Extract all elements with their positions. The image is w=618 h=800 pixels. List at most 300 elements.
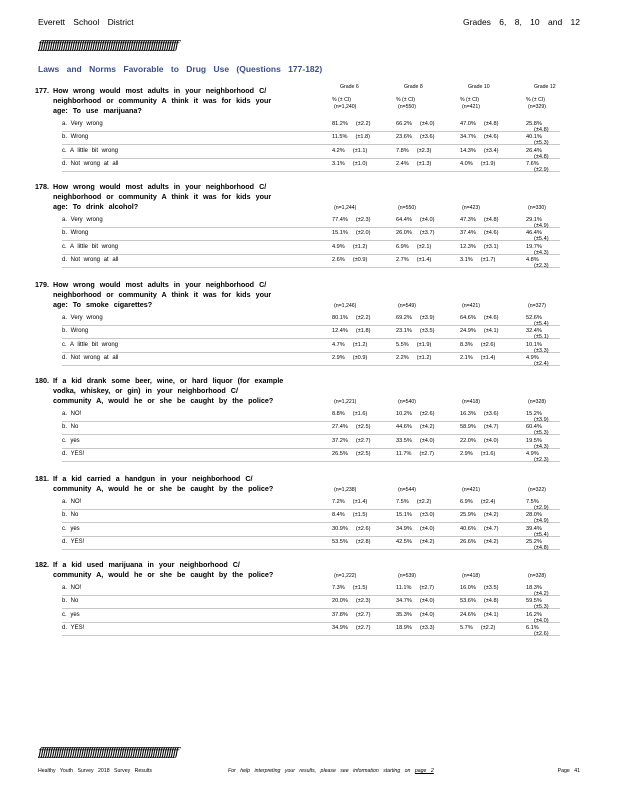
confidence-interval: (±3.9)	[534, 417, 549, 423]
percent-value: 8.8%	[332, 411, 345, 417]
percent-value: 33.5%	[396, 437, 412, 444]
percent-cell	[332, 438, 370, 444]
sample-size: (n=1,238)	[334, 487, 357, 493]
sample-size: (n=1,246)	[334, 303, 357, 309]
confidence-interval: (±4.8)	[534, 545, 549, 552]
percent-cell	[332, 612, 370, 618]
page-header	[38, 17, 580, 31]
percent-cell	[332, 342, 367, 348]
response-row	[62, 496, 560, 510]
percent-cell	[332, 598, 370, 604]
percent-value: 64.6%	[460, 315, 476, 321]
percent-value: 2.9%	[460, 451, 473, 458]
question-line: age: To use marijuana?	[53, 106, 142, 115]
response-row	[62, 131, 560, 145]
percent-value: 53.6%	[460, 598, 476, 605]
percent-value: 3.1%	[460, 257, 473, 264]
response-label: d. Not wrong at all	[62, 355, 119, 362]
confidence-interval: (±4.3)	[534, 249, 549, 256]
district-name: Everett School District	[38, 17, 134, 27]
confidence-interval: (±2.4)	[534, 361, 549, 368]
confidence-interval: (±3.1)	[483, 243, 499, 250]
question-line: neighborhood or community A think it was for kids your	[53, 192, 272, 201]
percent-cell	[396, 134, 434, 140]
percent-value: 16.0%	[460, 585, 476, 591]
sample-size: (n=322)	[528, 487, 547, 493]
question-number: 179.	[35, 280, 49, 289]
percent-value: 22.0%	[460, 437, 476, 444]
confidence-interval: (±2.6)	[419, 411, 435, 417]
percent-cell	[396, 539, 434, 545]
grade-column-header: Grade 8	[404, 84, 423, 90]
question-number: 181.	[35, 474, 49, 483]
confidence-interval: (±4.7)	[483, 525, 499, 532]
percent-cell	[396, 438, 434, 444]
percent-cell	[460, 526, 498, 532]
sample-size: (n=1,221)	[334, 399, 357, 405]
sample-size: (n=1,222)	[334, 573, 357, 579]
response-label: c. yes	[62, 437, 80, 444]
percent-value: 18.9%	[396, 625, 412, 632]
response-label: b. No	[62, 598, 79, 605]
question-line: community A, would he or she be caught by the police?	[53, 396, 274, 405]
percent-cell	[396, 424, 434, 430]
percent-value: 2.7%	[396, 257, 409, 264]
question-line: age: To drink alcohol?	[53, 202, 139, 211]
percent-cell	[332, 328, 370, 334]
confidence-interval: (±4.2)	[419, 424, 435, 431]
confidence-interval: (±2.2)	[416, 499, 432, 505]
confidence-interval: (±2.9)	[534, 167, 549, 174]
percent-cell	[396, 342, 431, 348]
response-label: d. YES!	[62, 625, 85, 632]
confidence-interval: (±1.5)	[352, 585, 368, 591]
confidence-interval: (±2.1)	[416, 243, 432, 250]
percent-value: 24.9%	[460, 328, 476, 335]
response-label: b. Wrong	[62, 134, 89, 141]
confidence-interval: (±3.3)	[534, 347, 549, 354]
percent-cell	[460, 257, 495, 263]
response-row	[62, 254, 560, 268]
percent-value: 3.1%	[332, 161, 345, 168]
confidence-interval: (±5.3)	[534, 430, 549, 437]
percent-cell	[460, 424, 498, 430]
percent-value: 2.6%	[332, 257, 345, 264]
percent-value: 2.4%	[396, 161, 409, 168]
percent-cell	[526, 257, 560, 269]
confidence-interval: (±2.3)	[355, 598, 371, 605]
response-row	[62, 421, 560, 435]
response-label: d. YES!	[62, 539, 85, 546]
confidence-interval: (±4.7)	[483, 424, 499, 431]
percent-value: 12.3%	[460, 243, 476, 250]
response-row	[62, 408, 560, 422]
confidence-interval: (±0.9)	[352, 257, 368, 264]
percent-cell	[332, 315, 370, 321]
percent-value: 26.0%	[396, 230, 412, 237]
percent-value: 30.9%	[332, 525, 348, 532]
percent-cell	[396, 121, 434, 127]
response-label: c. yes	[62, 611, 80, 618]
response-label: c. A little bit wrong	[62, 243, 119, 250]
percent-cell	[460, 121, 498, 127]
percent-value: 14.3%	[460, 147, 476, 154]
sample-size: (n=327)	[528, 303, 547, 309]
confidence-interval: (±1.6)	[352, 411, 368, 417]
confidence-interval: (±4.2)	[419, 539, 435, 546]
percent-value: 25.2%	[526, 539, 542, 546]
percent-cell	[396, 328, 434, 334]
response-row	[62, 325, 560, 339]
response-row	[62, 241, 560, 255]
confidence-interval: (±5.1)	[534, 334, 549, 341]
percent-cell	[526, 161, 560, 173]
percent-cell	[332, 257, 367, 263]
percent-value: 47.0%	[460, 121, 476, 127]
confidence-interval: (±1.9)	[480, 161, 496, 168]
confidence-interval: (±1.3)	[416, 161, 432, 168]
confidence-interval: (±4.6)	[483, 315, 499, 321]
confidence-interval: (±2.5)	[355, 424, 371, 431]
percent-value: 25.8%	[526, 121, 542, 127]
response-label: a. Very wrong	[62, 315, 103, 321]
percent-value: 59.5%	[526, 598, 542, 605]
sample-size: (n=330)	[528, 205, 547, 211]
percent-cell	[460, 217, 498, 223]
percent-value: 39.4%	[526, 525, 542, 532]
percent-value: 23.1%	[396, 328, 412, 335]
footer-page-number: Page 41	[557, 768, 580, 774]
ci-header: % (± CI)	[396, 97, 415, 103]
percent-value: 8.4%	[332, 512, 345, 519]
response-row	[62, 227, 560, 241]
response-row	[62, 448, 560, 462]
percent-value: 19.7%	[526, 243, 542, 250]
confidence-interval: (±3.5)	[483, 585, 499, 591]
question-line: neighborhood or community A think it was for kids your	[53, 290, 272, 299]
question-line: community A, would he or she be caught by the police?	[53, 570, 274, 579]
question-number: 180.	[35, 376, 49, 385]
percent-cell	[332, 148, 367, 154]
response-label: b. No	[62, 424, 79, 431]
confidence-interval: (±1.4)	[480, 355, 496, 362]
percent-cell	[460, 161, 495, 167]
percent-cell	[396, 355, 431, 361]
percent-cell	[526, 625, 560, 637]
section-title: Laws and Norms Favorable to Drug Use (Questions 177-182)	[38, 64, 323, 74]
question-text	[35, 474, 303, 494]
confidence-interval: (±4.3)	[534, 443, 549, 450]
percent-value: 11.1%	[396, 585, 412, 591]
percent-value: 81.2%	[332, 121, 348, 127]
percent-value: 11.5%	[332, 134, 348, 141]
percent-value: 34.9%	[332, 625, 348, 632]
confidence-interval: (±1.8)	[355, 134, 371, 141]
percent-value: 18.3%	[526, 585, 542, 591]
percent-value: 60.4%	[526, 424, 542, 431]
percent-cell	[460, 134, 498, 140]
footer-survey-name: Healthy Youth Survey 2018 Survey Results	[38, 768, 152, 774]
percent-cell	[332, 244, 367, 250]
percent-value: 12.4%	[332, 328, 348, 335]
percent-cell	[332, 585, 367, 591]
sample-size: (n=328)	[528, 399, 547, 405]
confidence-interval: (±4.0)	[419, 525, 435, 532]
response-row	[62, 158, 560, 172]
confidence-interval: (±2.4)	[480, 499, 496, 505]
percent-value: 10.1%	[526, 341, 542, 348]
response-label: c. yes	[62, 525, 80, 532]
ci-header: % (± CI)	[332, 97, 351, 103]
percent-value: 7.2%	[332, 499, 345, 505]
percent-cell	[526, 539, 560, 551]
confidence-interval: (±1.4)	[416, 257, 432, 264]
confidence-interval: (±4.0)	[419, 437, 435, 444]
confidence-interval: (±2.7)	[419, 585, 435, 591]
percent-cell	[460, 585, 498, 591]
percent-cell	[396, 411, 434, 417]
percent-value: 4.9%	[526, 451, 539, 458]
percent-value: 29.1%	[526, 217, 542, 223]
percent-cell	[332, 499, 367, 505]
percent-cell	[396, 148, 431, 154]
percent-cell	[460, 148, 498, 154]
percent-cell	[332, 217, 370, 223]
response-label: c. A little bit wrong	[62, 147, 119, 154]
percent-cell	[460, 598, 498, 604]
response-label: a. NO!	[62, 585, 82, 591]
percent-value: 7.8%	[396, 147, 409, 154]
percent-cell	[460, 411, 498, 417]
percent-cell	[332, 411, 367, 417]
sample-size: (n=329)	[528, 104, 547, 110]
confidence-interval: (±2.7)	[355, 611, 371, 618]
percent-value: 5.5%	[396, 341, 409, 348]
grade-column-header: Grade 6	[340, 84, 359, 90]
percent-value: 27.4%	[332, 424, 348, 431]
response-label: a. Very wrong	[62, 121, 103, 127]
confidence-interval: (±1.5)	[352, 512, 368, 519]
confidence-interval: (±2.7)	[419, 451, 435, 458]
response-label: b. Wrong	[62, 328, 89, 335]
percent-value: 2.9%	[332, 355, 345, 362]
percent-value: 4.8%	[526, 257, 539, 264]
confidence-interval: (±1.2)	[352, 243, 368, 250]
response-row	[62, 339, 560, 353]
percent-cell	[396, 512, 434, 518]
sample-size: (n=418)	[462, 399, 481, 405]
percent-value: 34.7%	[396, 598, 412, 605]
percent-cell	[396, 625, 434, 631]
percent-cell	[396, 217, 434, 223]
confidence-interval: (±2.7)	[355, 625, 371, 632]
response-row	[62, 352, 560, 366]
sample-size: (n=421)	[462, 104, 481, 110]
confidence-interval: (±4.2)	[483, 539, 499, 546]
percent-value: 25.9%	[460, 512, 476, 519]
percent-value: 58.9%	[460, 424, 476, 431]
percent-value: 34.7%	[460, 134, 476, 141]
percent-cell	[460, 539, 498, 545]
confidence-interval: (±1.7)	[480, 257, 496, 264]
percent-cell	[332, 355, 367, 361]
percent-cell	[460, 342, 495, 348]
percent-value: 37.8%	[332, 611, 348, 618]
confidence-interval: (±3.9)	[419, 315, 435, 321]
confidence-interval: (±4.9)	[534, 223, 549, 229]
percent-value: 5.7%	[460, 625, 473, 632]
question-line: If a kid carried a handgun in your neighborhood C/	[53, 474, 253, 483]
percent-value: 77.4%	[332, 217, 348, 223]
confidence-interval: (±2.3)	[355, 217, 371, 223]
confidence-interval: (±5.4)	[534, 236, 549, 243]
percent-cell	[332, 134, 370, 140]
response-label: a. Very wrong	[62, 217, 103, 223]
footer-page-link[interactable]: page 2	[414, 768, 434, 774]
percent-value: 26.4%	[526, 147, 542, 154]
response-row	[62, 435, 560, 449]
percent-value: 26.6%	[460, 539, 476, 546]
ci-header: % (± CI)	[460, 97, 479, 103]
percent-cell	[396, 526, 434, 532]
confidence-interval: (±1.8)	[355, 328, 371, 335]
percent-value: 80.1%	[332, 315, 348, 321]
sample-size: (n=418)	[462, 573, 481, 579]
confidence-interval: (±4.1)	[483, 328, 499, 335]
percent-cell	[460, 244, 498, 250]
sample-size: (n=549)	[398, 303, 417, 309]
sample-size: (n=421)	[462, 303, 481, 309]
confidence-interval: (±5.4)	[534, 321, 549, 327]
percent-cell	[332, 424, 370, 430]
ci-header: % (± CI)	[526, 97, 545, 103]
percent-value: 20.0%	[332, 598, 348, 605]
bottom-decorative-rule: ƒƒƒƒƒƒƒƒƒƒƒƒƒƒƒƒƒƒƒƒƒƒƒƒƒƒƒƒƒƒƒƒƒƒƒƒƒƒƒƒƒƒƒƒƒƒƒƒƒƒƒƒƒƒƒƒƒƒƒƒƒƒ	[38, 746, 177, 758]
confidence-interval: (±4.1)	[483, 611, 499, 618]
confidence-interval: (±1.2)	[352, 341, 368, 348]
sample-size: (n=328)	[528, 573, 547, 579]
confidence-interval: (±3.4)	[483, 147, 499, 154]
confidence-interval: (±4.9)	[534, 518, 549, 525]
question-line: If a kid drank some beer, wine, or hard liquor (for example	[53, 376, 284, 385]
percent-value: 53.5%	[332, 539, 348, 546]
percent-value: 7.6%	[526, 161, 539, 168]
confidence-interval: (±2.6)	[355, 525, 371, 532]
percent-cell	[460, 625, 495, 631]
sample-size: (n=1,240)	[334, 104, 357, 110]
question-text	[35, 376, 303, 406]
percent-cell	[460, 438, 498, 444]
percent-cell	[396, 244, 431, 250]
confidence-interval: (±1.2)	[416, 355, 432, 362]
percent-value: 34.9%	[396, 525, 412, 532]
confidence-interval: (±2.0)	[355, 230, 371, 237]
percent-value: 6.9%	[396, 243, 409, 250]
confidence-interval: (±3.0)	[419, 512, 435, 519]
question-text	[35, 280, 303, 310]
percent-cell	[332, 161, 367, 167]
top-decorative-rule: ƒƒƒƒƒƒƒƒƒƒƒƒƒƒƒƒƒƒƒƒƒƒƒƒƒƒƒƒƒƒƒƒƒƒƒƒƒƒƒƒƒƒƒƒƒƒƒƒƒƒƒƒƒƒƒƒƒƒƒƒƒƒ	[38, 39, 177, 51]
question-number: 182.	[35, 560, 49, 569]
response-row	[62, 145, 560, 159]
percent-value: 10.2%	[396, 411, 412, 417]
confidence-interval: (±2.3)	[534, 263, 549, 270]
percent-cell	[332, 526, 370, 532]
question-text	[35, 560, 303, 580]
percent-cell	[526, 355, 560, 367]
percent-value: 52.6%	[526, 315, 542, 321]
percent-value: 11.7%	[396, 451, 412, 458]
response-row	[62, 609, 560, 623]
confidence-interval: (±3.6)	[419, 134, 435, 141]
percent-cell	[396, 315, 434, 321]
question-line: How wrong would most adults in your neighborhood C/	[53, 280, 267, 289]
response-label: a. NO!	[62, 499, 82, 505]
confidence-interval: (±3.6)	[483, 411, 499, 417]
confidence-interval: (±1.1)	[352, 147, 368, 154]
confidence-interval: (±2.5)	[355, 451, 371, 458]
percent-cell	[396, 585, 434, 591]
question-line: vodka, whiskey, or gin) in your neighborhood C/	[53, 386, 238, 395]
confidence-interval: (±0.9)	[352, 355, 368, 362]
percent-cell	[396, 612, 434, 618]
question-number: 178.	[35, 182, 49, 191]
percent-value: 6.9%	[460, 499, 473, 505]
confidence-interval: (±2.6)	[534, 631, 549, 638]
sample-size: (n=540)	[398, 399, 417, 405]
confidence-interval: (±2.7)	[355, 437, 371, 444]
percent-value: 69.2%	[396, 315, 412, 321]
percent-cell	[460, 499, 495, 505]
sample-size: (n=423)	[462, 205, 481, 211]
percent-value: 37.4%	[460, 230, 476, 237]
percent-value: 40.1%	[526, 134, 542, 141]
percent-value: 2.2%	[396, 355, 409, 362]
confidence-interval: (±4.0)	[534, 617, 549, 624]
response-label: b. Wrong	[62, 230, 89, 237]
footer-help-label: For help interpreting your results, please see information starting on	[228, 768, 411, 774]
confidence-interval: (±5.3)	[534, 604, 549, 611]
percent-cell	[396, 257, 431, 263]
confidence-interval: (±4.0)	[419, 121, 435, 127]
confidence-interval: (±3.3)	[419, 625, 435, 632]
percent-cell	[396, 598, 434, 604]
question-line: How wrong would most adults in your neighborhood C/	[53, 182, 267, 191]
percent-value: 4.2%	[332, 147, 345, 154]
percent-value: 4.9%	[526, 355, 539, 362]
percent-value: 66.2%	[396, 121, 412, 127]
confidence-interval: (±4.2)	[534, 591, 549, 597]
confidence-interval: (±2.9)	[534, 505, 549, 511]
response-row	[62, 118, 560, 132]
confidence-interval: (±1.4)	[352, 499, 368, 505]
percent-value: 35.3%	[396, 611, 412, 618]
percent-value: 47.3%	[460, 217, 476, 223]
percent-value: 19.5%	[526, 437, 542, 444]
question-line: community A, would he or she be caught by the police?	[53, 484, 274, 493]
percent-value: 44.6%	[396, 424, 412, 431]
confidence-interval: (±4.6)	[483, 230, 499, 237]
response-row	[62, 509, 560, 523]
question-line: If a kid used marijuana in your neighborhood C/	[53, 560, 240, 569]
grades-label: Grades 6, 8, 10 and 12	[463, 17, 580, 27]
percent-cell	[332, 451, 370, 457]
confidence-interval: (±4.8)	[483, 121, 499, 127]
confidence-interval: (±4.0)	[419, 598, 435, 605]
percent-value: 42.5%	[396, 539, 412, 546]
percent-cell	[460, 612, 498, 618]
percent-cell	[396, 451, 434, 457]
